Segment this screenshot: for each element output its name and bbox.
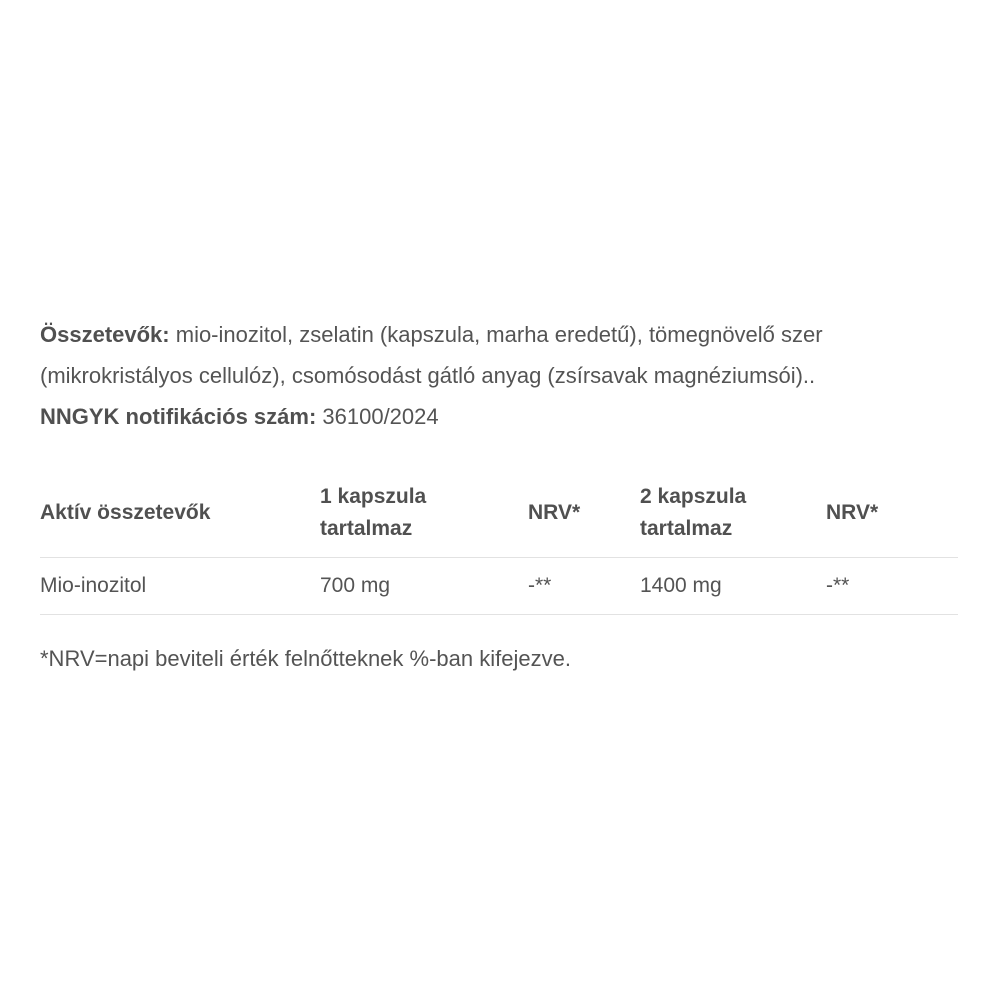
cell-nrv-1: -** [528, 558, 640, 615]
header-two-capsules-line1: 2 kapszula [640, 485, 747, 508]
table-header-row [40, 481, 958, 558]
product-info [40, 314, 958, 675]
ingredients-paragraph [40, 314, 958, 396]
ingredients-label: Összetevők: [40, 322, 170, 347]
cell-ingredient: Mio-inozitol [40, 558, 320, 615]
header-one-capsule-line1: 1 kapszula [320, 485, 427, 508]
notification-value: 36100/2024 [316, 404, 439, 429]
header-nrv-2: NRV* [826, 481, 958, 558]
nutrition-table [40, 481, 958, 615]
cell-nrv-2: -** [826, 558, 958, 615]
header-active-ingredients: Aktív összetevők [40, 481, 320, 558]
ingredients-text: mio-inozitol, zselatin (kapszula, marha eredetű), tömegnövelő szer (mikrokristályos cellulóz), csomósodást gátló anyag (zsírsavak magnéziumsói).. [40, 322, 823, 388]
footnote: *NRV=napi beviteli érték felnőtteknek %-ban kifejezve. [40, 646, 571, 671]
header-one-capsule-line2: tartalmaz [320, 517, 413, 540]
header-two-capsules-line2: tartalmaz [640, 517, 733, 540]
cell-amount-2: 1400 mg [640, 558, 826, 615]
header-one-capsule [320, 481, 528, 558]
header-nrv-1: NRV* [528, 481, 640, 558]
notification-label: NNGYK notifikációs szám: [40, 404, 317, 429]
notification-number [40, 396, 958, 437]
header-two-capsules [640, 481, 826, 558]
cell-amount-1: 700 mg [320, 558, 528, 615]
table-row [40, 558, 958, 615]
